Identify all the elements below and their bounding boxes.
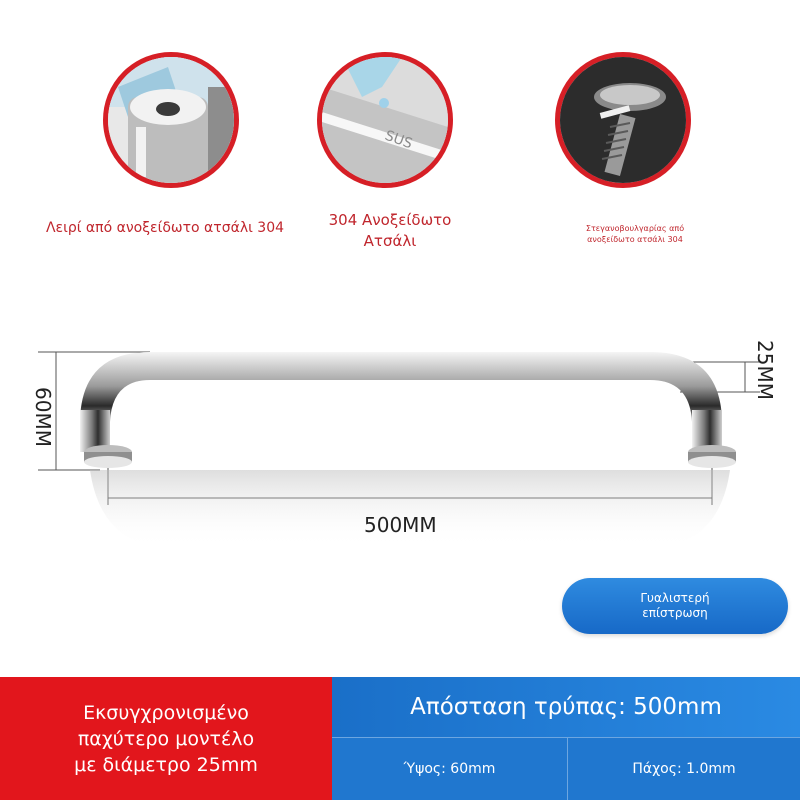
hole-distance: Απόσταση τρύπας: 500mm bbox=[332, 677, 800, 737]
polished-finish-line1: Γυαλιστερή bbox=[640, 591, 710, 605]
height-dimension-label: 60MM bbox=[31, 387, 55, 447]
caption-screw-line1: Στεγανοβουλγαρίας από bbox=[585, 224, 685, 233]
model-line1: Εκσυγχρονισμένο bbox=[83, 701, 249, 724]
detail-image-base bbox=[103, 52, 239, 188]
length-dimension-label: 500MM bbox=[364, 513, 437, 537]
polished-finish-line2: επίστρωση bbox=[642, 606, 708, 620]
polished-finish-button[interactable] bbox=[562, 578, 788, 634]
diameter-dimension-label: 25MM bbox=[753, 340, 777, 400]
thickness-spec: Πάχος: 1.0mm bbox=[568, 737, 800, 800]
caption-screw-line2: ανοξείδωτο ατσάλι 304 bbox=[587, 235, 683, 244]
caption-base: Λειρί από ανοξείδωτο ατσάλι 304 bbox=[45, 220, 285, 236]
detail-image-steel bbox=[317, 52, 453, 188]
caption-steel-line1: 304 Ανοξείδωτο bbox=[328, 211, 452, 229]
height-spec: Ύψος: 60mm bbox=[332, 737, 568, 800]
model-line3: με διάμετρο 25mm bbox=[74, 753, 258, 776]
model-block bbox=[0, 677, 332, 800]
svg-text:SUS: SUS bbox=[382, 127, 415, 153]
model-line2: παχύτερο μοντέλο bbox=[77, 727, 255, 750]
specs-banner bbox=[0, 677, 800, 800]
detail-image-screw bbox=[555, 52, 691, 188]
caption-steel bbox=[300, 210, 480, 252]
caption-screw bbox=[560, 223, 710, 245]
caption-steel-line2: Ατσάλι bbox=[363, 232, 417, 250]
